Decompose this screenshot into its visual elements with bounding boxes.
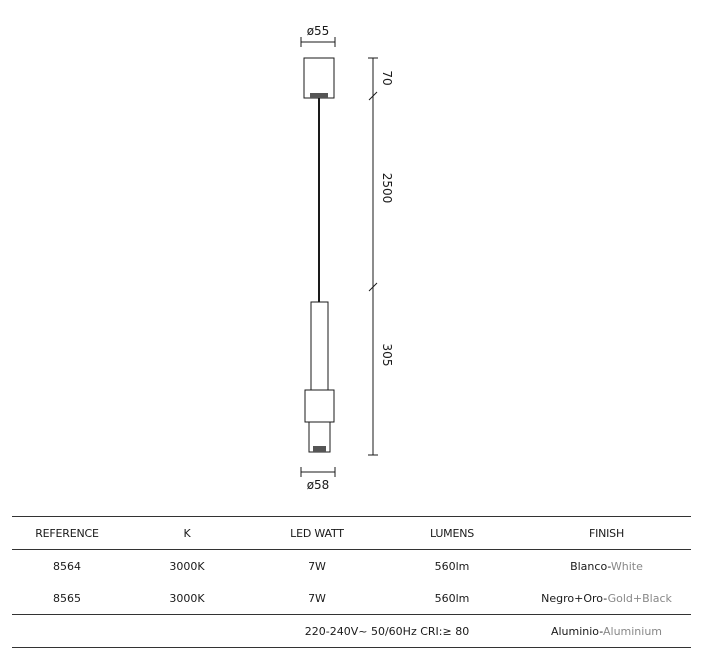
finish-separator: - xyxy=(603,591,608,605)
finish-cell xyxy=(522,582,691,615)
lumens-cell: 560lm xyxy=(434,559,470,573)
finish-cell xyxy=(522,550,691,583)
bottom-diameter-label: ø58 xyxy=(306,478,330,492)
lumens-cell: 560lm xyxy=(434,591,470,605)
material-es: Aluminio xyxy=(550,624,600,638)
header-k: K xyxy=(183,526,191,540)
material-en: Aluminium xyxy=(602,624,663,638)
reference-cell: 8564 xyxy=(53,559,81,573)
body-height-label: 305 xyxy=(380,343,394,367)
finish-es: Negro+Oro xyxy=(541,591,604,605)
finish-en: Gold+Black xyxy=(607,591,672,605)
cable-length-label: 2500 xyxy=(380,172,394,204)
top-diameter-label: ø55 xyxy=(306,24,330,38)
header-finish: FINISH xyxy=(588,526,625,540)
table-row xyxy=(12,582,691,615)
canopy xyxy=(304,58,334,98)
table-header-row xyxy=(12,517,691,550)
top-diameter-dimension xyxy=(301,37,335,47)
material-cell xyxy=(522,615,691,648)
finish-es: Blanco xyxy=(570,559,608,573)
material-separator: - xyxy=(599,624,603,638)
k-cell: 3000K xyxy=(169,591,205,605)
electrical-spec-cell: 220-240V~ 50/60Hz CRI:≥ 80 xyxy=(304,624,470,638)
finish-en: White xyxy=(610,559,643,573)
finish-separator: - xyxy=(607,559,611,573)
lamp-body xyxy=(305,302,334,452)
empty-cell xyxy=(122,615,252,648)
k-cell: 3000K xyxy=(169,559,205,573)
header-led-watt: LED WATT xyxy=(290,526,344,540)
reference-cell: 8565 xyxy=(53,591,81,605)
header-lumens: LUMENS xyxy=(429,526,475,540)
empty-cell xyxy=(12,615,122,648)
canopy-height-label: 70 xyxy=(380,70,394,86)
spec-table xyxy=(12,516,691,648)
watt-cell: 7W xyxy=(308,591,326,605)
table-row xyxy=(12,550,691,583)
header-reference: REFERENCE xyxy=(35,526,99,540)
table-footer-row xyxy=(12,615,691,648)
height-dimensions xyxy=(368,58,378,455)
watt-cell: 7W xyxy=(308,559,326,573)
bottom-diameter-dimension xyxy=(301,467,335,477)
